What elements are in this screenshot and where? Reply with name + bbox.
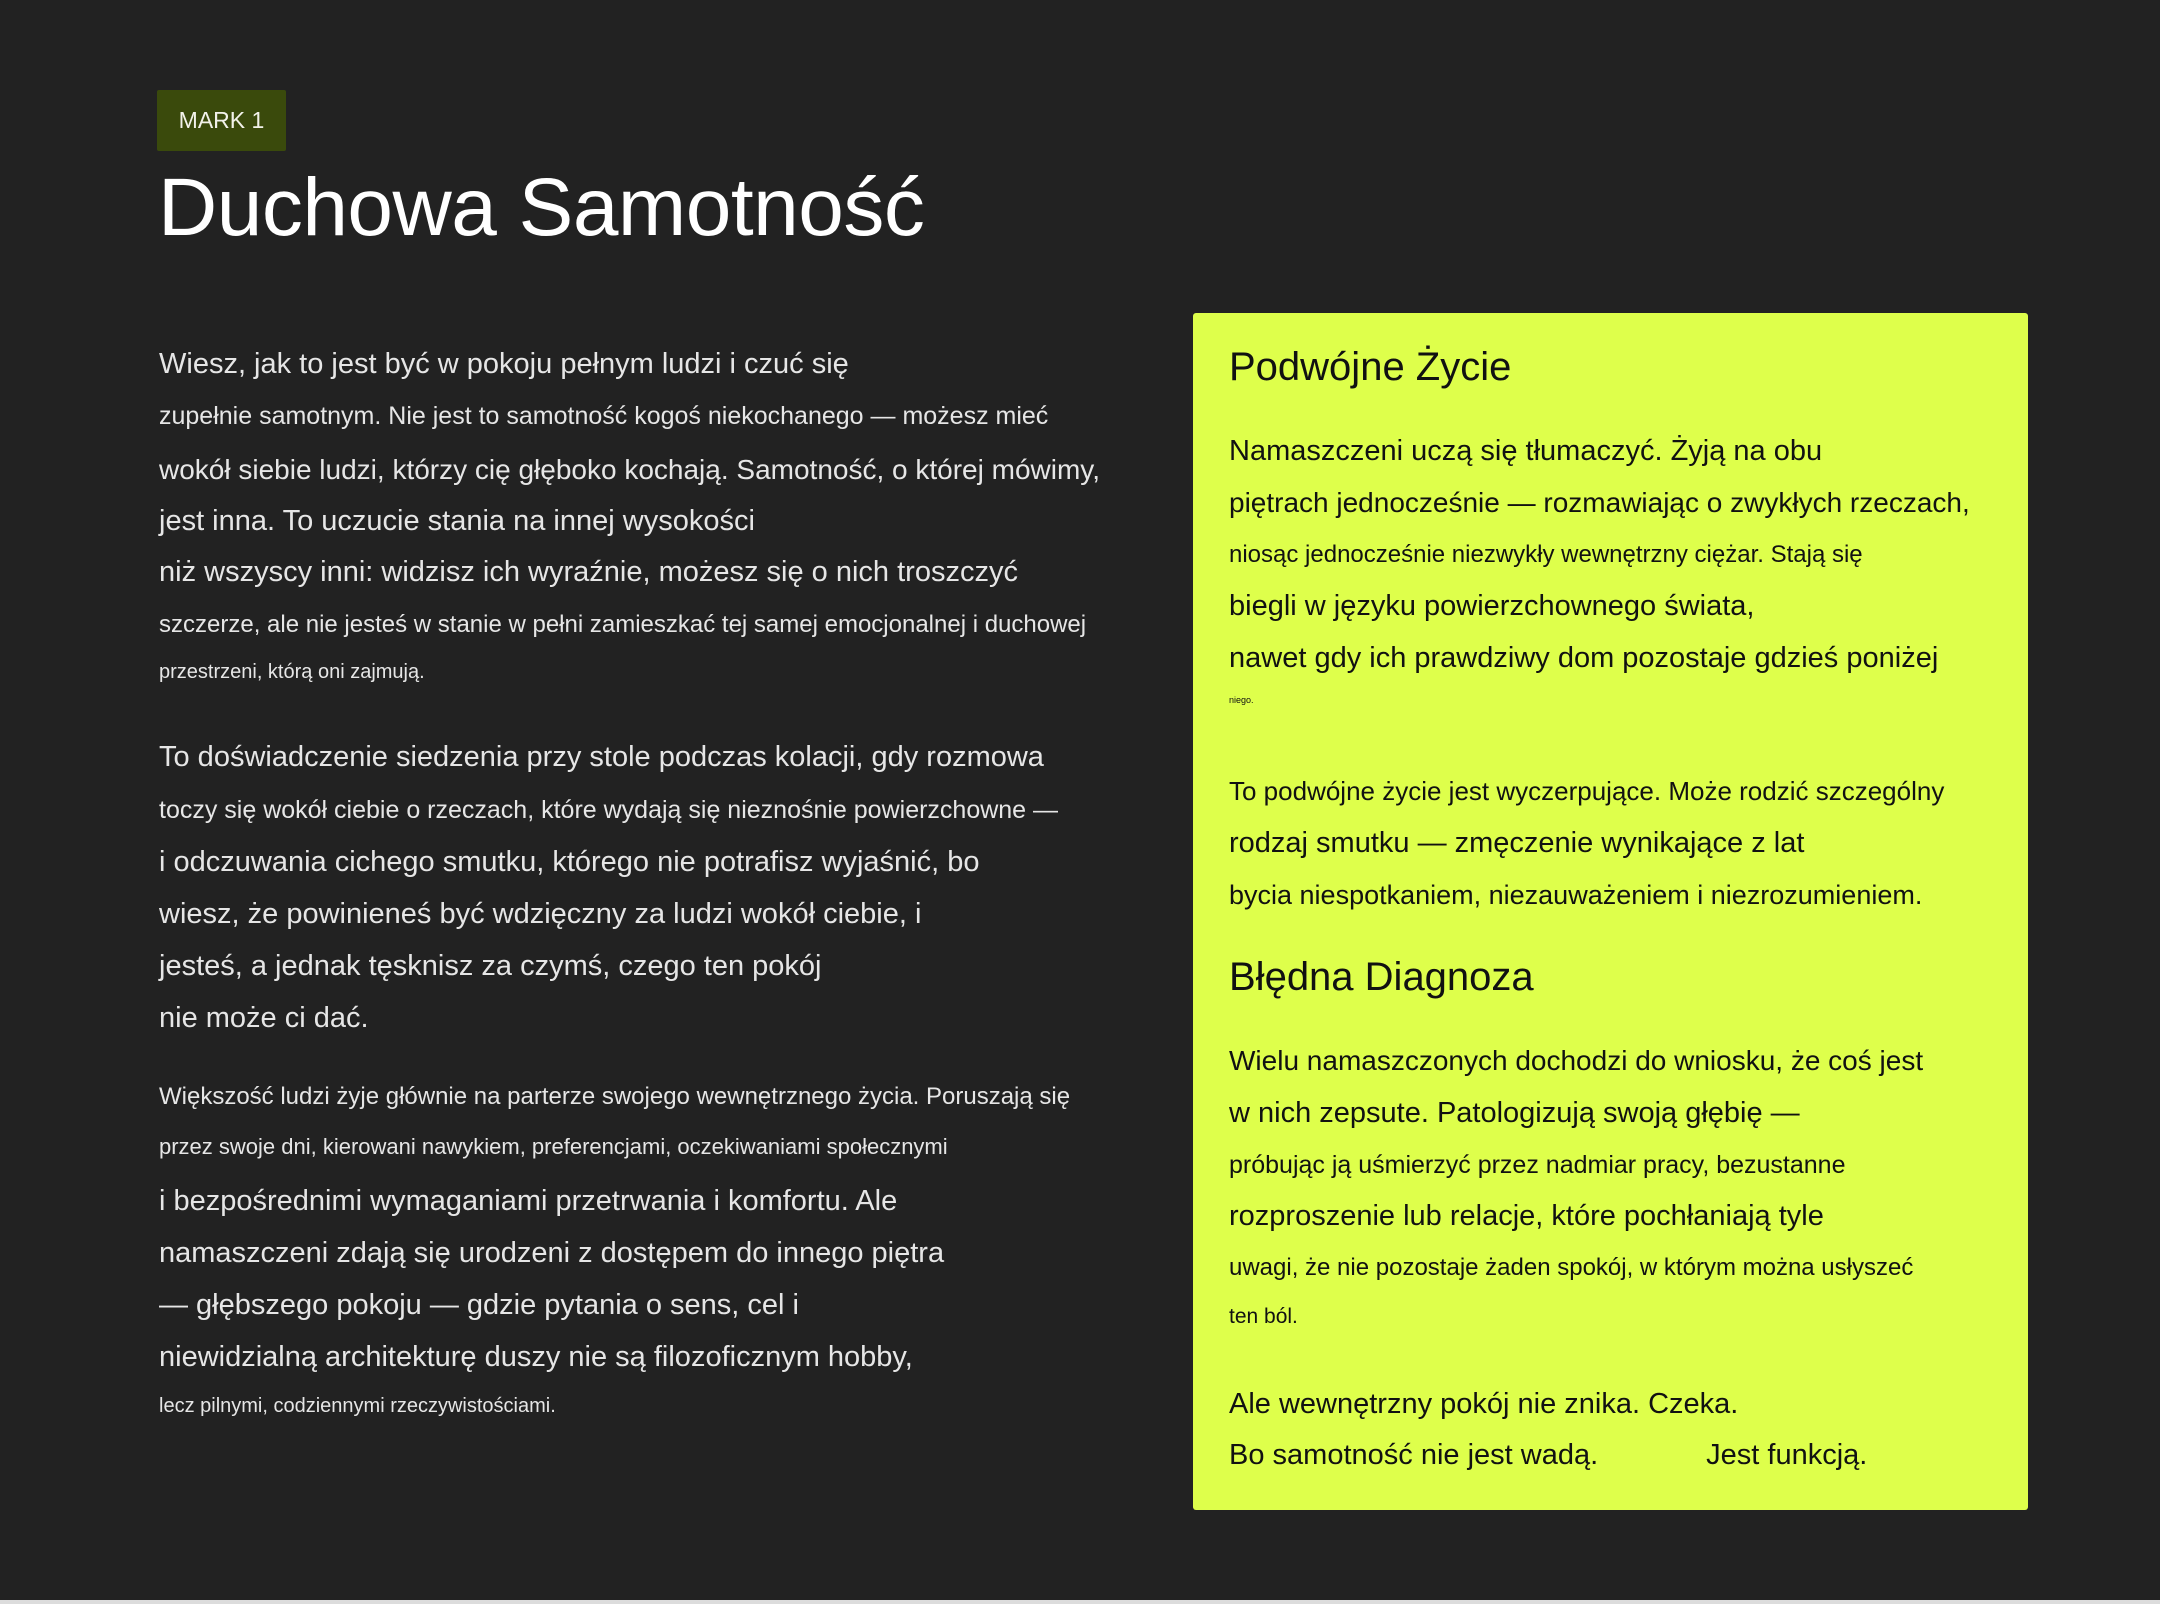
panel-text-line: niosąc jednocześnie niezwykły wewnętrzny ciężar. Stają się <box>1229 541 1863 568</box>
panel-text-line: rodzaj smutku — zmęczenie wynikające z lat <box>1229 827 1805 859</box>
panel-text-line: To podwójne życie jest wyczerpujące. Może rodzić szczególny <box>1229 776 1945 806</box>
panel-text-line: biegli w języku powierzchownego świata, <box>1229 590 1755 622</box>
text-line: wiesz, że powinieneś być wdzięczny za ludzi wokół ciebie, i <box>159 898 922 930</box>
text-line: — głębszego pokoju — gdzie pytania o sens, cel i <box>159 1289 799 1321</box>
highlight-panel <box>1193 313 2028 1510</box>
panel-text-line: próbując ją uśmierzyć przez nadmiar pracy, bezustanne <box>1229 1151 1846 1179</box>
panel-text-line: Ale wewnętrzny pokój nie znika. Czeka. <box>1229 1388 1739 1420</box>
panel-closing-line <box>1229 1439 1867 1472</box>
section-heading-misdiagnosis: Błędna Diagnoza <box>1229 955 1534 999</box>
closing-text-part-2: Jest funkcją. <box>1706 1439 1868 1471</box>
text-line: wokół siebie ludzi, którzy cię głęboko kochają. Samotność, o której mówimy, <box>159 454 1100 485</box>
text-line: namaszczeni zdają się urodzeni z dostępem do innego piętra <box>159 1237 945 1269</box>
text-line: jest inna. To uczucie stania na innej wysokości <box>159 505 755 537</box>
panel-text-line: rozproszenie lub relacje, które pochłaniają tyle <box>1229 1200 1824 1232</box>
chapter-badge: MARK 1 <box>157 90 286 151</box>
text-line: przestrzeni, którą oni zajmują. <box>159 661 425 683</box>
panel-text-line: piętrach jednocześnie — rozmawiając o zwykłych rzeczach, <box>1229 487 1970 518</box>
panel-text-line: uwagi, że nie pozostaje żaden spokój, w którym można usłyszeć <box>1229 1254 1914 1281</box>
page-title: Duchowa Samotność <box>158 162 925 253</box>
text-line: zupełnie samotnym. Nie jest to samotność kogoś niekochanego — możesz mieć <box>159 402 1049 430</box>
text-line: Wiesz, jak to jest być w pokoju pełnym ludzi i czuć się <box>159 348 849 380</box>
panel-text-line: bycia niespotkaniem, niezauważeniem i niezrozumieniem. <box>1229 880 1923 910</box>
text-line: jesteś, a jednak tęsknisz za czymś, czego ten pokój <box>159 950 822 982</box>
text-line: nie może ci dać. <box>159 1002 369 1034</box>
panel-text-line: Namaszczeni uczą się tłumaczyć. Żyją na obu <box>1229 435 1823 467</box>
panel-text-line: w nich zepsute. Patologizują swoją głębię — <box>1229 1097 1800 1129</box>
panel-text-line: Wielu namaszczonych dochodzi do wniosku, że coś jest <box>1229 1045 1924 1076</box>
text-line: i bezpośrednimi wymaganiami przetrwania i komfortu. Ale <box>159 1185 898 1217</box>
text-line: szczerze, ale nie jesteś w stanie w pełni zamieszkać tej samej emocjonalnej i duchowej <box>159 611 1087 638</box>
closing-text-part-1: Bo samotność nie jest wadą. <box>1229 1439 1599 1471</box>
panel-text-line: ten ból. <box>1229 1305 1298 1328</box>
text-line: niż wszyscy inni: widzisz ich wyraźnie, możesz się o nich troszczyć <box>159 556 1018 588</box>
text-line: toczy się wokół ciebie o rzeczach, które wydają się nieznośnie powierzchowne — <box>159 796 1059 824</box>
text-line: i odczuwania cichego smutku, którego nie potrafisz wyjaśnić, bo <box>159 846 980 878</box>
text-line: lecz pilnymi, codziennymi rzeczywistościami. <box>159 1395 556 1417</box>
section-heading-double-life: Podwójne Życie <box>1229 345 1512 389</box>
text-line: przez swoje dni, kierowani nawykiem, preferencjami, oczekiwaniami społecznymi <box>159 1134 948 1159</box>
panel-text-line: niego. <box>1229 695 1254 705</box>
bottom-divider <box>0 1600 2160 1604</box>
text-line: Większość ludzi żyje głównie na parterze swojego wewnętrznego życia. Poruszają się <box>159 1083 1071 1110</box>
text-line: To doświadczenie siedzenia przy stole podczas kolacji, gdy rozmowa <box>159 741 1044 773</box>
text-line: niewidzialną architekturę duszy nie są filozoficznym hobby, <box>159 1341 913 1373</box>
panel-text-line: nawet gdy ich prawdziwy dom pozostaje gdzieś poniżej <box>1229 642 1939 674</box>
